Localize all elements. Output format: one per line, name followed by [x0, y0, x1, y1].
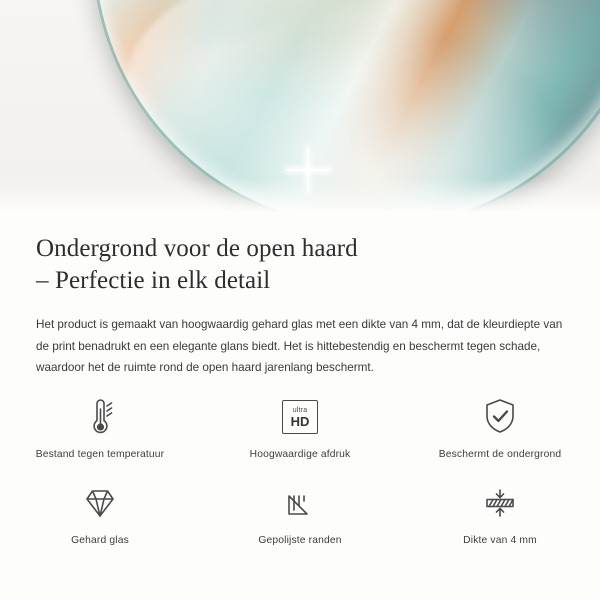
hero-image [0, 0, 600, 215]
feature-label: Hoogwaardige afdruk [249, 449, 351, 460]
page-title-line-1: Ondergrond voor de open haard [36, 235, 358, 262]
thickness-arrows-icon [478, 480, 522, 526]
feature-label: Gehard glas [71, 535, 129, 546]
ultra-hd-badge-top: ultra [292, 406, 308, 414]
feature-item-temperature [0, 388, 200, 460]
ultra-hd-icon [282, 394, 318, 440]
page-title-line-2: – Perfectie in elk detail [36, 267, 271, 294]
feature-item-thickness [400, 474, 600, 546]
feature-label: Beschermt de ondergrond [438, 449, 562, 460]
ultra-hd-badge [282, 400, 318, 434]
feature-item-polished-edges [200, 474, 400, 546]
thermometer-icon [80, 394, 120, 440]
feature-grid [0, 388, 600, 546]
page-title [36, 233, 564, 297]
feature-label: Bestand tegen temperatuur [35, 449, 165, 460]
diamond-icon [80, 480, 120, 526]
description-content [0, 215, 600, 379]
feature-item-print-quality [200, 388, 400, 460]
feature-item-tempered-glass [0, 474, 200, 546]
feature-label: Dikte van 4 mm [463, 535, 537, 546]
shield-check-icon [480, 394, 520, 440]
polished-edges-icon [280, 480, 320, 526]
feature-item-surface-protection [400, 388, 600, 460]
ultra-hd-badge-bottom: HD [290, 413, 310, 429]
hero-bottom-fade [0, 179, 600, 215]
feature-label: Gepolijste randen [258, 535, 342, 546]
description-paragraph: Het product is gemaakt van hoogwaardig gehard glas met een dikte van 4 mm, dat de kleurdiepte van de print benadrukt en een elegante glans biedt. Het is hittebestendig en beschermt tegen schade, waardoor het de ruimte rond de open haard jarenlang beschermt. [36, 318, 563, 375]
